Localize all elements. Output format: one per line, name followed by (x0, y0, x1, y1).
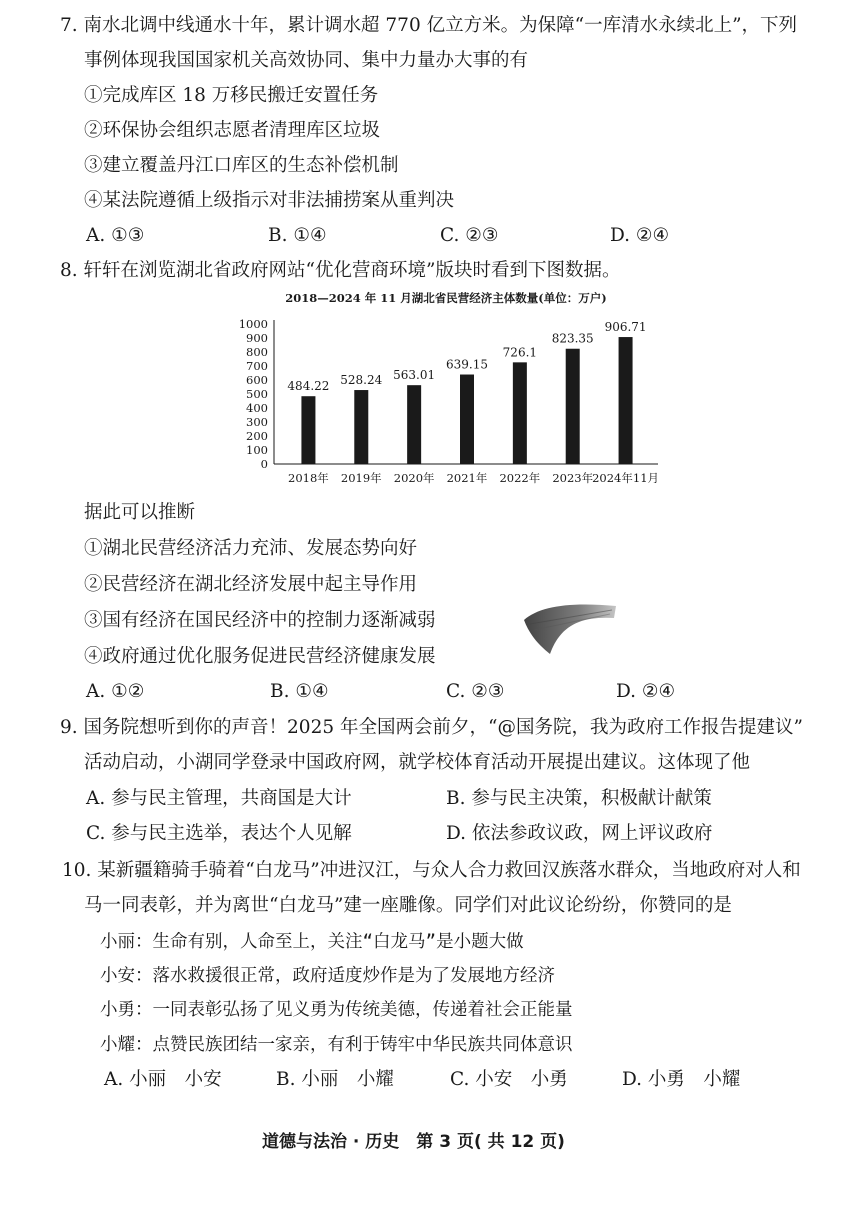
bar-value-label: 823.35 (551, 331, 594, 346)
q7-option-c: C. ②③ (440, 225, 499, 246)
bar-value-label: 726.1 (502, 345, 538, 360)
x-tick-label: 2020年 (393, 471, 435, 485)
q7-item-2: ②环保协会组织志愿者清理库区垃圾 (84, 120, 381, 141)
q7-stem-line1: 7. 南水北调中线通水十年，累计调水超 770 亿立方米。为保障“一库清水永续北上”，下列 (60, 15, 798, 36)
y-tick-label: 1000 (238, 317, 268, 331)
bar (460, 375, 474, 464)
ink-smudge (520, 596, 620, 660)
q8-option-a: A. ①② (86, 681, 145, 702)
q10-stem-line1: 10. 某新疆籍骑手骑着“白龙马”冲进汉江，与众人合力救回汉族落水群众，当地政府对人和 (62, 860, 801, 881)
bar-value-label: 639.15 (446, 357, 488, 372)
bar-chart (226, 286, 666, 494)
y-tick-label: 200 (246, 429, 268, 443)
bar (301, 396, 315, 464)
q8-option-d: D. ②④ (616, 681, 676, 702)
q10-item-4: 小耀：点赞民族团结一家亲，有利于铸牢中华民族共同体意识 (100, 1035, 573, 1055)
q7-item-1: ①完成库区 18 万移民搬迁安置任务 (84, 85, 379, 106)
y-tick-label: 800 (246, 345, 268, 359)
q7-stem-line2: 事例体现我国国家机关高效协同、集中力量办大事的有 (84, 50, 529, 71)
q7-option-b: B. ①④ (268, 225, 327, 246)
q9-option-c: C. 参与民主选举，表达个人见解 (86, 823, 352, 844)
bar (407, 385, 421, 464)
y-tick-label: 500 (246, 387, 268, 401)
bar (619, 337, 633, 464)
x-tick-label: 2022年 (499, 471, 541, 485)
q10-option-b: B. 小丽 小耀 (276, 1069, 394, 1090)
q8-item-2: ②民营经济在湖北经济发展中起主导作用 (84, 574, 418, 595)
y-tick-label: 900 (246, 331, 268, 345)
x-tick-label: 2018年 (288, 471, 329, 485)
q8-item-3: ③国有经济在国民经济中的控制力逐渐减弱 (84, 610, 436, 631)
chart-title: 2018—2024 年 11 月湖北省民营经济主体数量(单位：万户) (285, 291, 607, 305)
q8-item-1: ①湖北民营经济活力充沛、发展态势向好 (84, 538, 418, 559)
q7-item-3: ③建立覆盖丹江口库区的生态补偿机制 (84, 155, 399, 176)
q8-stem: 8. 轩轩在浏览湖北省政府网站“优化营商环境”版块时看到下图数据。 (60, 260, 621, 281)
q8-option-c: C. ②③ (446, 681, 505, 702)
bar (513, 362, 527, 464)
q9-option-a: A. 参与民主管理，共商国是大计 (86, 788, 352, 809)
q10-item-1: 小丽：生命有别，人命至上，关注“白龙马”是小题大做 (100, 932, 524, 952)
q8-option-b: B. ①④ (270, 681, 329, 702)
page-footer: 道德与法治 · 历史 第 3 页( 共 12 页) (262, 1132, 565, 1152)
q10-stem-line2: 马一同表彰，并为离世“白龙马”建一座雕像。同学们对此议论纷纷，你赞同的是 (84, 895, 732, 916)
y-tick-label: 0 (260, 457, 268, 471)
q9-option-d: D. 依法参政议政，网上评议政府 (446, 823, 713, 844)
q10-option-d: D. 小勇 小耀 (622, 1069, 741, 1090)
chart-container (226, 286, 666, 494)
bar-value-label: 563.01 (393, 368, 436, 383)
x-tick-label: 2024年11月 (592, 471, 660, 485)
x-tick-label: 2023年 (552, 471, 594, 485)
q9-stem-line2: 活动启动，小湖同学登录中国政府网，就学校体育活动开展提出建议。这体现了他 (84, 752, 751, 773)
q10-item-3: 小勇：一同表彰弘扬了见义勇为传统美德，传递着社会正能量 (100, 1000, 573, 1020)
bar-value-label: 906.71 (604, 320, 647, 335)
y-tick-label: 300 (246, 415, 268, 429)
q8-after-chart: 据此可以推断 (84, 502, 196, 523)
bar-value-label: 528.24 (340, 373, 383, 388)
q10-item-2: 小安：落水救援很正常，政府适度炒作是为了发展地方经济 (100, 966, 555, 986)
bar (354, 390, 368, 464)
bar-value-label: 484.22 (287, 379, 330, 394)
y-tick-label: 100 (246, 443, 268, 457)
q7-option-a: A. ①③ (86, 225, 145, 246)
y-tick-label: 700 (246, 359, 268, 373)
q10-option-a: A. 小丽 小安 (104, 1069, 222, 1090)
q7-item-4: ④某法院遵循上级指示对非法捕捞案从重判决 (84, 190, 455, 211)
q9-option-b: B. 参与民主决策，积极献计献策 (446, 788, 712, 809)
q10-option-c: C. 小安 小勇 (450, 1069, 568, 1090)
q9-stem-line1: 9. 国务院想听到你的声音！2025 年全国两会前夕，“@国务院，我为政府工作报告提建议” (60, 717, 803, 738)
x-tick-label: 2019年 (340, 471, 382, 485)
y-tick-label: 600 (246, 373, 268, 387)
bar (566, 349, 580, 464)
y-tick-label: 400 (246, 401, 268, 415)
x-tick-label: 2021年 (446, 471, 488, 485)
q8-item-4: ④政府通过优化服务促进民营经济健康发展 (84, 646, 436, 667)
q7-option-d: D. ②④ (610, 225, 670, 246)
